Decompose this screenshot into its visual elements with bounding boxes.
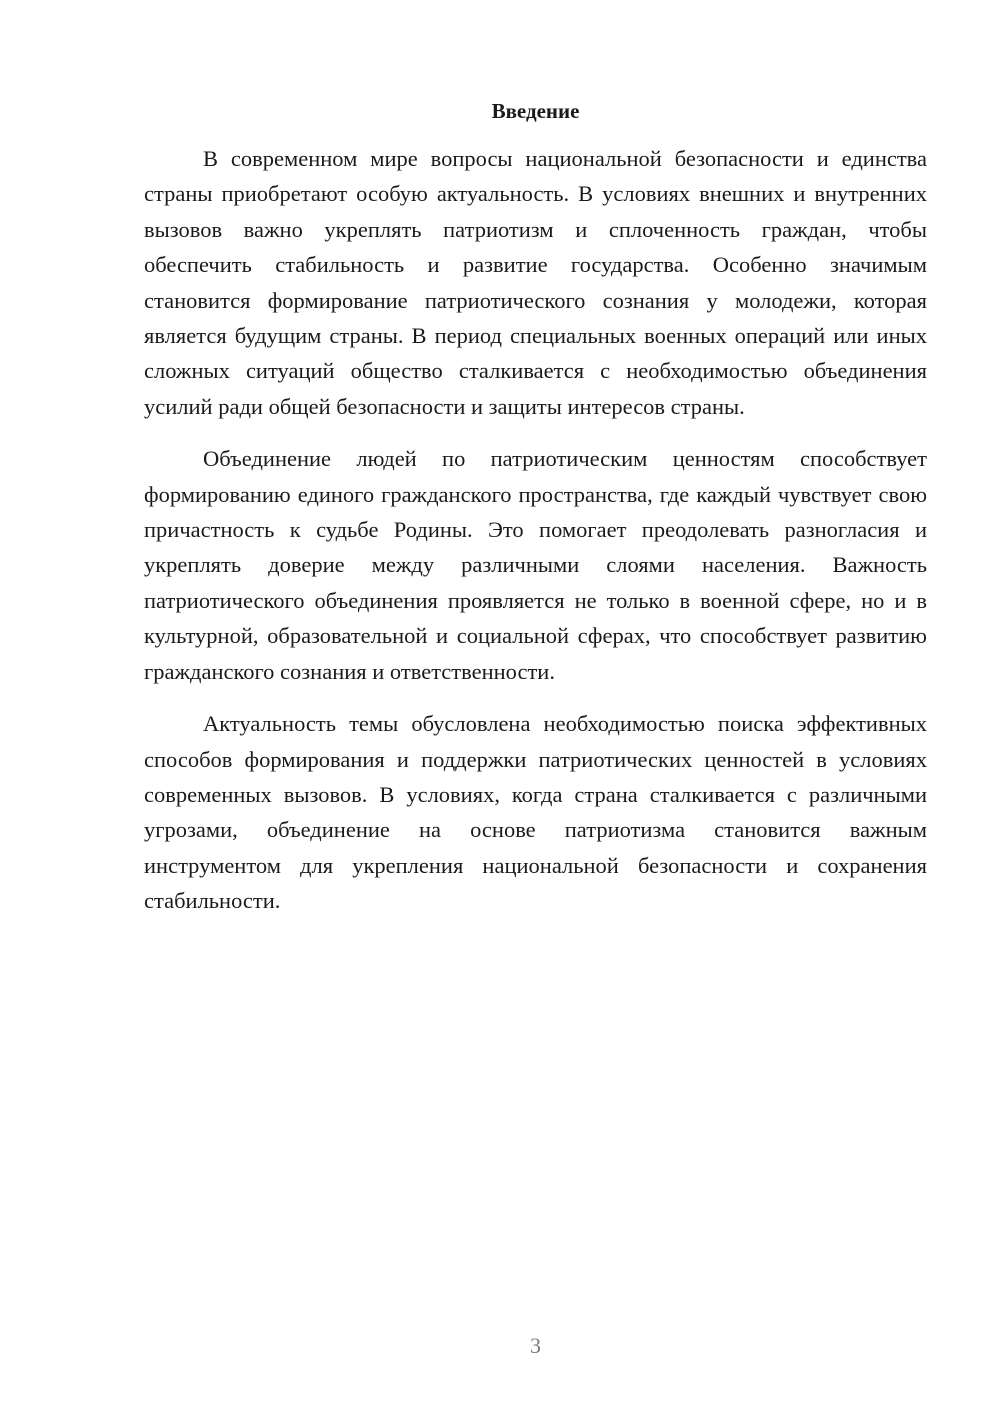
body-text [144,141,927,936]
page-number: 3 [530,1333,541,1358]
paragraph-1: В современном мире вопросы национальной безопасности и единства страны приобретают особую актуальность. В условиях внешних и внутренних вызовов важно укреплять патриотизм и сплоченность граждан, чтобы обеспечить стабильность и развитие государства. Особенно значимым становится формирование патриотического сознания у молодежи, которая является будущим страны. В период специальных военных операций или иных сложных ситуаций общество сталкивается с необходимостью объединения усилий ради общей безопасности и защиты интересов страны. [144,146,927,419]
paragraph-2: Объединение людей по патриотическим ценностям способствует формированию единого гражданского пространства, где каждый чувствует свою причастность к судьбе Родины. Это помогает преодолевать разногласия и укреплять доверие между различными слоями населения. Важность патриотического объединения проявляется не только в военной сфере, но и в культурной, образовательной и социальной сферах, что способствует развитию гражданского сознания и ответственности. [144,446,927,684]
paragraph-3: Актуальность темы обусловлена необходимостью поиска эффективных способов формирования и поддержки патриотических ценностей в условиях современных вызовов. В условиях, когда страна сталкивается с различными угрозами, объединение на основе патриотизма становится важным инструментом для укрепления национальной безопасности и сохранения стабильности. [144,711,927,914]
page-title: Введение [491,99,580,123]
